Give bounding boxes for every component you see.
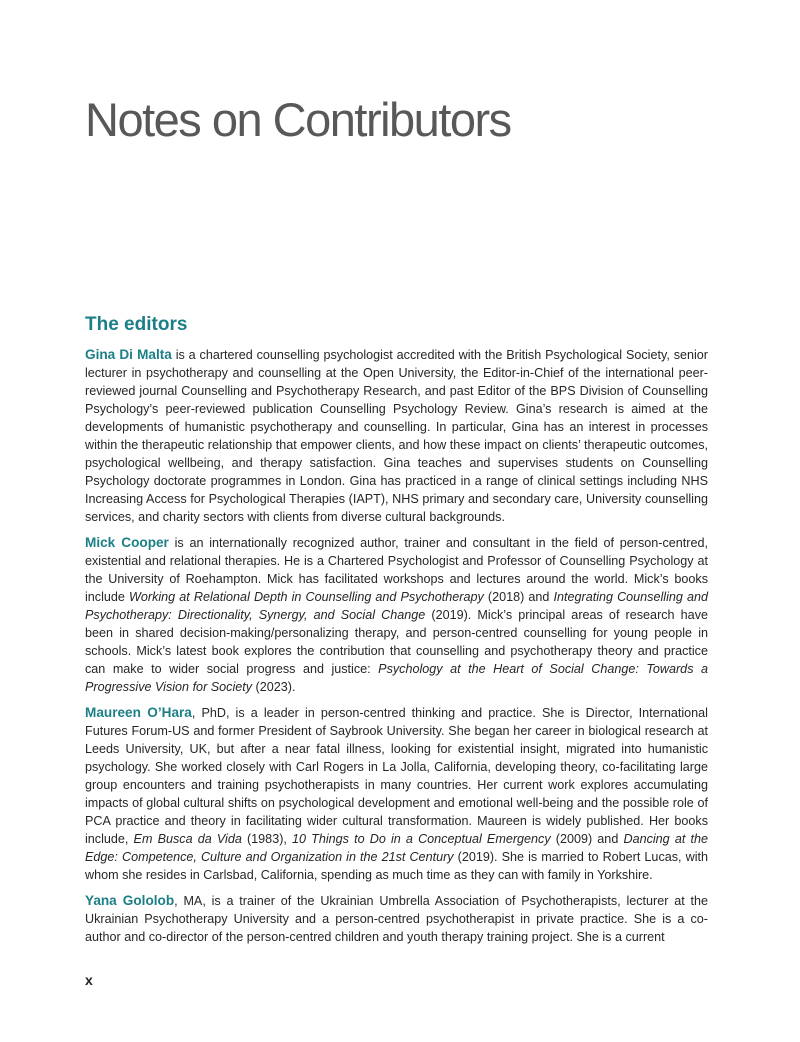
book-title: Psychology at the Heart of Social Change: Towards a Progressive Vision for Society <box>85 662 708 694</box>
bio-text: (2019). Mick’s principal areas of research have been in shared decision-making/personalizing therapy, and person-centred counselling for young people in schools. Mick’s latest book explores the contribution that counselling and psychotherapy theory and practice can make to wider social progress and justice: <box>85 608 708 676</box>
contributor-name: Gina Di Malta <box>85 347 172 362</box>
contributor-entry-mick-cooper <box>85 534 708 696</box>
bio-text: (1983), <box>241 832 293 846</box>
book-title: Integrating Counselling and Psychotherapy: Directionality, Synergy, and Social Change <box>85 590 708 622</box>
section-heading-editors: The editors <box>85 314 188 335</box>
book-title: Dancing at the Edge: Competence, Culture and Organization in the 21st Century <box>85 832 708 864</box>
contributor-list <box>85 346 708 954</box>
contributor-name: Maureen O’Hara <box>85 705 192 720</box>
bio-text: (2009) and <box>550 832 624 846</box>
contributor-entry-maureen-ohara <box>85 704 708 884</box>
book-title: 10 Things to Do in a Conceptual Emergency <box>292 832 551 846</box>
contributor-entry-yana-gololob <box>85 892 708 946</box>
bio-text: (2019). She is married to Robert Lucas, with whom she resides in Carlsbad, California, spending as much time as they can with family in Yorkshire. <box>85 850 708 882</box>
bio-text: is a chartered counselling psychologist accredited with the British Psychological Society, senior lecturer in psychotherapy and counselling at the Open University, the Editor-in-Chief of the international peer-reviewed journal Counselling and Psychotherapy Research, and past Editor of the BPS Division of Counselling Psychology’s peer-reviewed publication Counselling Psychology Review. Gina’s research is aimed at the developments of humanistic psychotherapy and counselling. In particular, Gina has an interest in processes within the therapeutic relationship that empower clients, and how these impact on clients’ therapeutic outcomes, psychological wellbeing, and therapy satisfaction. Gina teaches and supervises students on Counselling Psychology doctorate programmes in London. Gina has practiced in a range of clinical settings including NHS Increasing Access for Psychological Therapies (IAPT), NHS primary and secondary care, University counselling services, and charity sectors with clients from diverse cultural backgrounds. <box>85 348 708 524</box>
bio-text: is an internationally recognized author, trainer and consultant in the field of person-centred, existential and relational therapies. He is a Chartered Psychologist and Professor of Counselling Psychology at the University of Roehampton. Mick has facilitated workshops and lectures around the world. Mick’s books include <box>85 536 708 604</box>
book-title: Em Busca da Vida <box>133 832 242 846</box>
bio-text: , MA, is a trainer of the Ukrainian Umbrella Association of Psychotherapists, lecturer at the Ukrainian Psychotherapy University and a person-centred psychotherapist in private practice. She is a co-author and co-director of the person-centred children and youth therapy training project. She is a current <box>85 894 709 944</box>
book-title: Working at Relational Depth in Counselling and Psychotherapy <box>129 590 484 604</box>
bio-text: , PhD, is a leader in person-centred thinking and practice. She is Director, International Futures Forum-US and former President of Saybrook University. She began her career in biological research at Leeds University, UK, but after a near fatal illness, looking for existential insight, migrated into humanistic psychology. She worked closely with Carl Rogers in La Jolla, California, developing theory, co-facilitating large group encounters and training psychotherapists in many countries. Her current work explores accumulating impacts of global cultural shifts on psychological development and emotional well-being and the possible role of PCA practice and theory in facilitating wider cultural transformation. Maureen is widely published. Her books include, <box>85 706 708 846</box>
contributor-name: Mick Cooper <box>85 535 169 550</box>
page-number: x <box>85 972 93 988</box>
contributor-name: Yana Gololob <box>85 893 175 908</box>
bio-text: (2018) and <box>483 590 554 604</box>
bio-text: (2023). <box>252 680 296 694</box>
page-title: Notes on Contributors <box>85 93 511 146</box>
contributor-entry-gina-di-malta <box>85 346 708 526</box>
